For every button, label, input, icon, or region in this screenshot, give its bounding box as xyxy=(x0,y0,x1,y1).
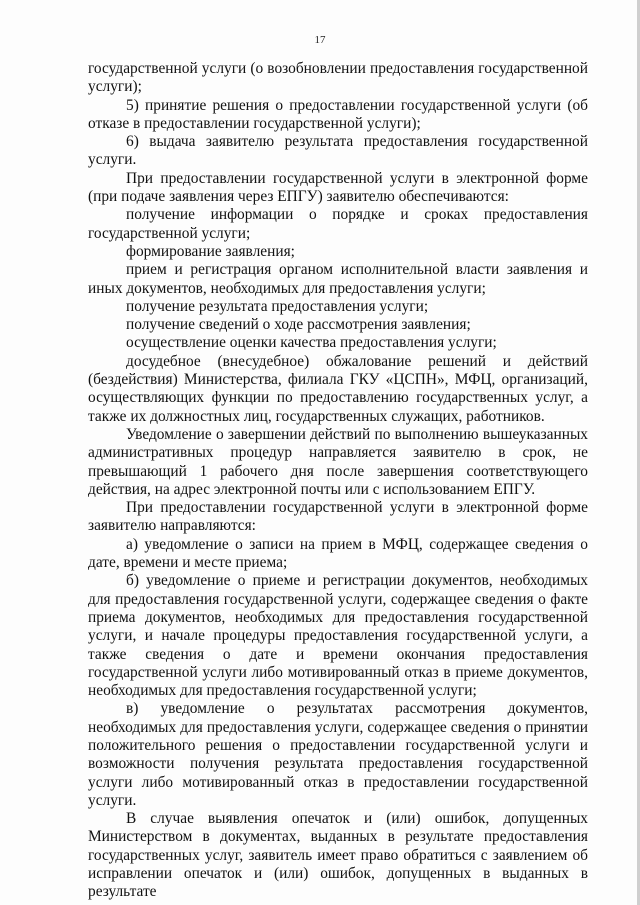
paragraph: б) уведомление о приеме и регистрации документов, необходимых для предоставления государственной услуги, содержащее сведения о факте приема документов, необходимых для предоставления государственной услуги, и начале процедуры предоставления государственной услуги, а также сведения о дате и времени окончания предоставления государственной услуги либо мотивированный отказ в приеме документов, необходимых для предоставления государственной услуги; xyxy=(88,572,588,700)
paragraph: получение информации о порядке и сроках предоставления государственной услуги; xyxy=(88,206,588,242)
paragraph: 6) выдача заявителю результата предоставления государственной услуги. xyxy=(88,133,588,169)
paragraph: досудебное (внесудебное) обжалование решений и действий (бездействия) Министерства, филиала ГКУ «ЦСПН», МФЦ, организаций, осуществляющих функции по предоставлению государственных услуг, а также их должностных лиц, государственных служащих, работников. xyxy=(88,352,588,425)
paragraph: в) уведомление о результатах рассмотрения документов, необходимых для предоставления услуги, содержащее сведения о принятии положительного решения о предоставлении государственной услуги и возможности получения результата предоставления государственной услуги либо мотивированный отказ в предоставлении государственной услуги. xyxy=(88,700,588,809)
paragraph: получение результата предоставления услуги; xyxy=(126,297,429,315)
paragraph: В случае выявления опечаток и (или) ошибок, допущенных Министерством в документах, выданных в результате предоставления государственных услуг, заявитель имеет право обратиться с заявлением об исправлении опечаток и (или) ошибок, допущенных в выданных в результате xyxy=(88,810,588,901)
paragraph: а) уведомление о записи на прием в МФЦ, содержащее сведения о дате, времени и месте приема; xyxy=(88,535,588,572)
paragraph: При предоставлении государственной услуги в электронной форме (при подаче заявления через ЕПГУ) заявителю обеспечиваются: xyxy=(88,169,588,206)
paragraph: государственной услуги (о возобновлении предоставления государственной услуги); xyxy=(88,60,588,96)
paragraph: Уведомление о завершении действий по выполнению вышеуказанных административных процедур направляется заявителю в срок, не превышающий 1 рабочего дня после завершения соответствующего действия, на адрес электронной почты или с использованием ЕПГУ. xyxy=(88,425,588,498)
paragraph: 5) принятие решения о предоставлении государственной услуги (об отказе в предоставлении государственной услуги); xyxy=(88,96,588,132)
document-body xyxy=(88,60,588,902)
paragraph: формирование заявления; xyxy=(126,242,295,260)
page-number: 17 xyxy=(314,34,326,46)
paragraph: При предоставлении государственной услуги в электронной форме заявителю направляются: xyxy=(88,499,588,535)
paragraph: осуществление оценки качества предоставления услуги; xyxy=(126,334,497,352)
paragraph: получение сведений о ходе рассмотрения заявления; xyxy=(126,316,471,334)
paragraph: прием и регистрация органом исполнительной власти заявления и иных документов, необходимых для предоставления услуги; xyxy=(88,261,588,297)
